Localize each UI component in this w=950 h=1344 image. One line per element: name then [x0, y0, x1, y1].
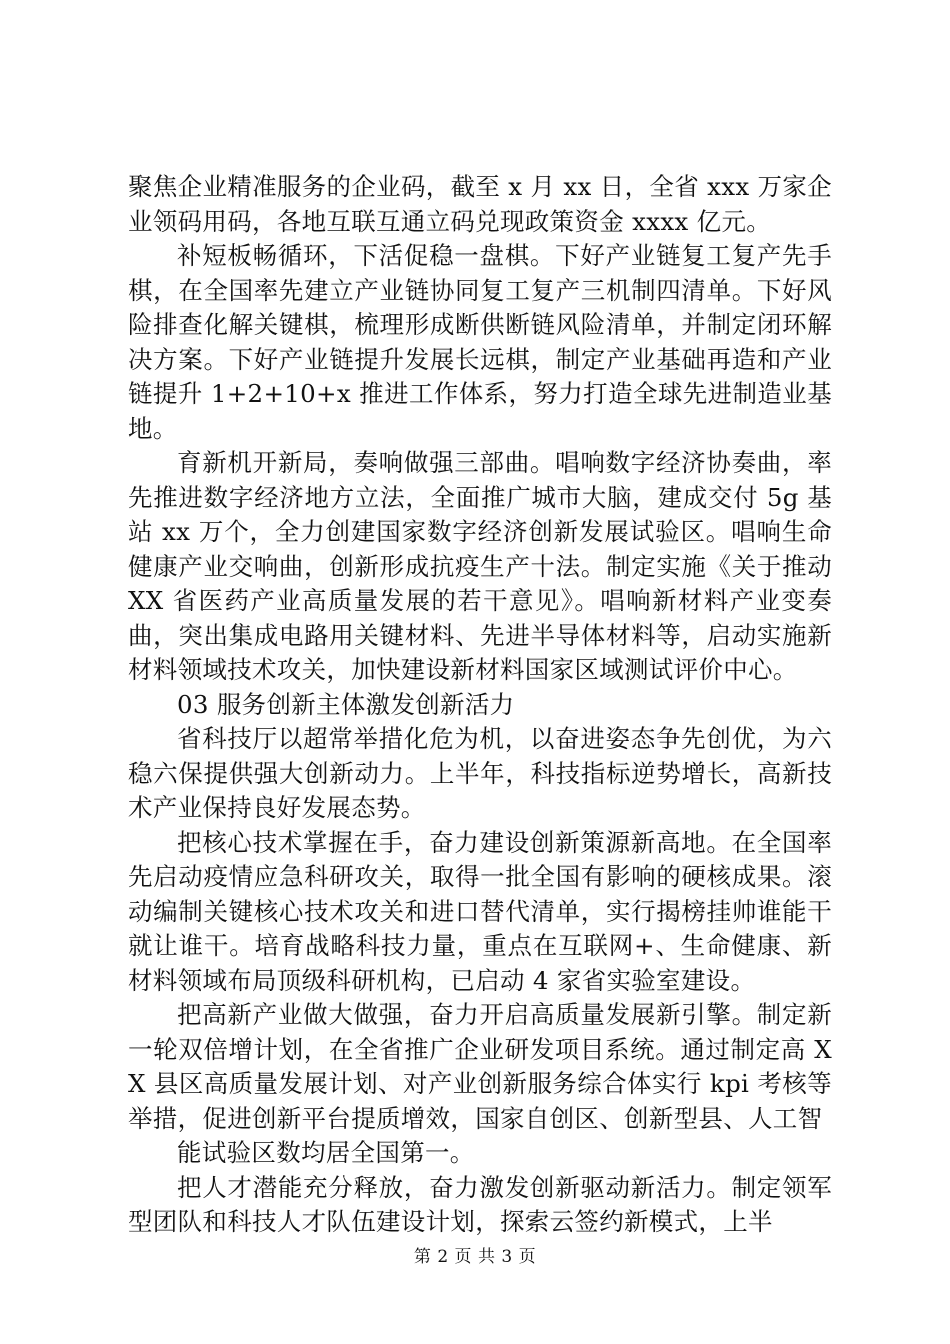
paragraph-high-tech-industry: 把高新产业做大做强，奋力开启高质量发展新引擎。制定新一轮双倍增计划，在全省推广企业研发项目系统。通过制定高 XX 县区高质量发展计划、对产业创新服务综合体实行 kpi 考核等举措，促进创新平台提质增效，国家自创区、创新型县、人工智 — [128, 1000, 832, 1133]
paragraph-continuation: 能试验区数均居全国第一。 — [177, 1138, 475, 1167]
paragraph-science-dept: 省科技厅以超常举措化危为机，以奋进姿态争先创优，为六稳六保提供强大创新动力。上半年，科技指标逆势增长，高新技术产业保持良好发展态势。 — [128, 724, 832, 822]
paragraph-core-tech: 把核心技术掌握在手，奋力建设创新策源新高地。在全国率先启动疫情应急科研攻关，取得一批全国有影响的硬核成果。滚动编制关键核心技术攻关和进口替代清单，实行揭榜挂帅谁能干就让谁干。培育战略科技力量，重点在互联网+、生命健康、新材料领域布局顶级科研机构，已启动 4 家省实验室建设。 — [128, 827, 832, 995]
paragraph-enterprise-code: 聚焦企业精准服务的企业码，截至 x 月 xx 日，全省 xxx 万家企业领码用码，各地互联互通立码兑现政策资金 xxxx 亿元。 — [128, 172, 832, 236]
page-footer: 第 2 页 共 3 页 — [413, 1247, 537, 1267]
section-heading-03: 03 服务创新主体激发创新活力 — [177, 689, 515, 719]
document-body — [128, 170, 832, 1240]
paragraph-supply-chain: 补短板畅循环，下活促稳一盘棋。下好产业链复工复产先手棋，在全国率先建立产业链协同复工复产三机制四清单。下好风险排查化解关键棋，梳理形成断供断链风险清单，并制定闭环解决方案。下好产业链提升发展长远棋，制定产业基础再造和产业链提升 1+2+10+x 推进工作体系，努力打造全球先进制造业基地。 — [128, 241, 832, 443]
paragraph-new-opportunities: 育新机开新局，奏响做强三部曲。唱响数字经济协奏曲，率先推进数字经济地方立法，全面推广城市大脑，建成交付 5g 基站 xx 万个，全力创建国家数字经济创新发展试验区。唱响生命健康产业交响曲，创新形成抗疫生产十法。制定实施《关于推动 XX 省医药产业高质量发展的若干意见》。唱响新材料产业变奏曲，突出集成电路用关键材料、先进半导体材料等，启动实施新材料领域技术攻关，加快建设新材料国家区域测试评价中心。 — [128, 448, 832, 684]
paragraph-talent: 把人才潜能充分释放，奋力激发创新驱动新活力。制定领军型团队和科技人才队伍建设计划，探索云签约新模式，上半 — [128, 1172, 832, 1236]
